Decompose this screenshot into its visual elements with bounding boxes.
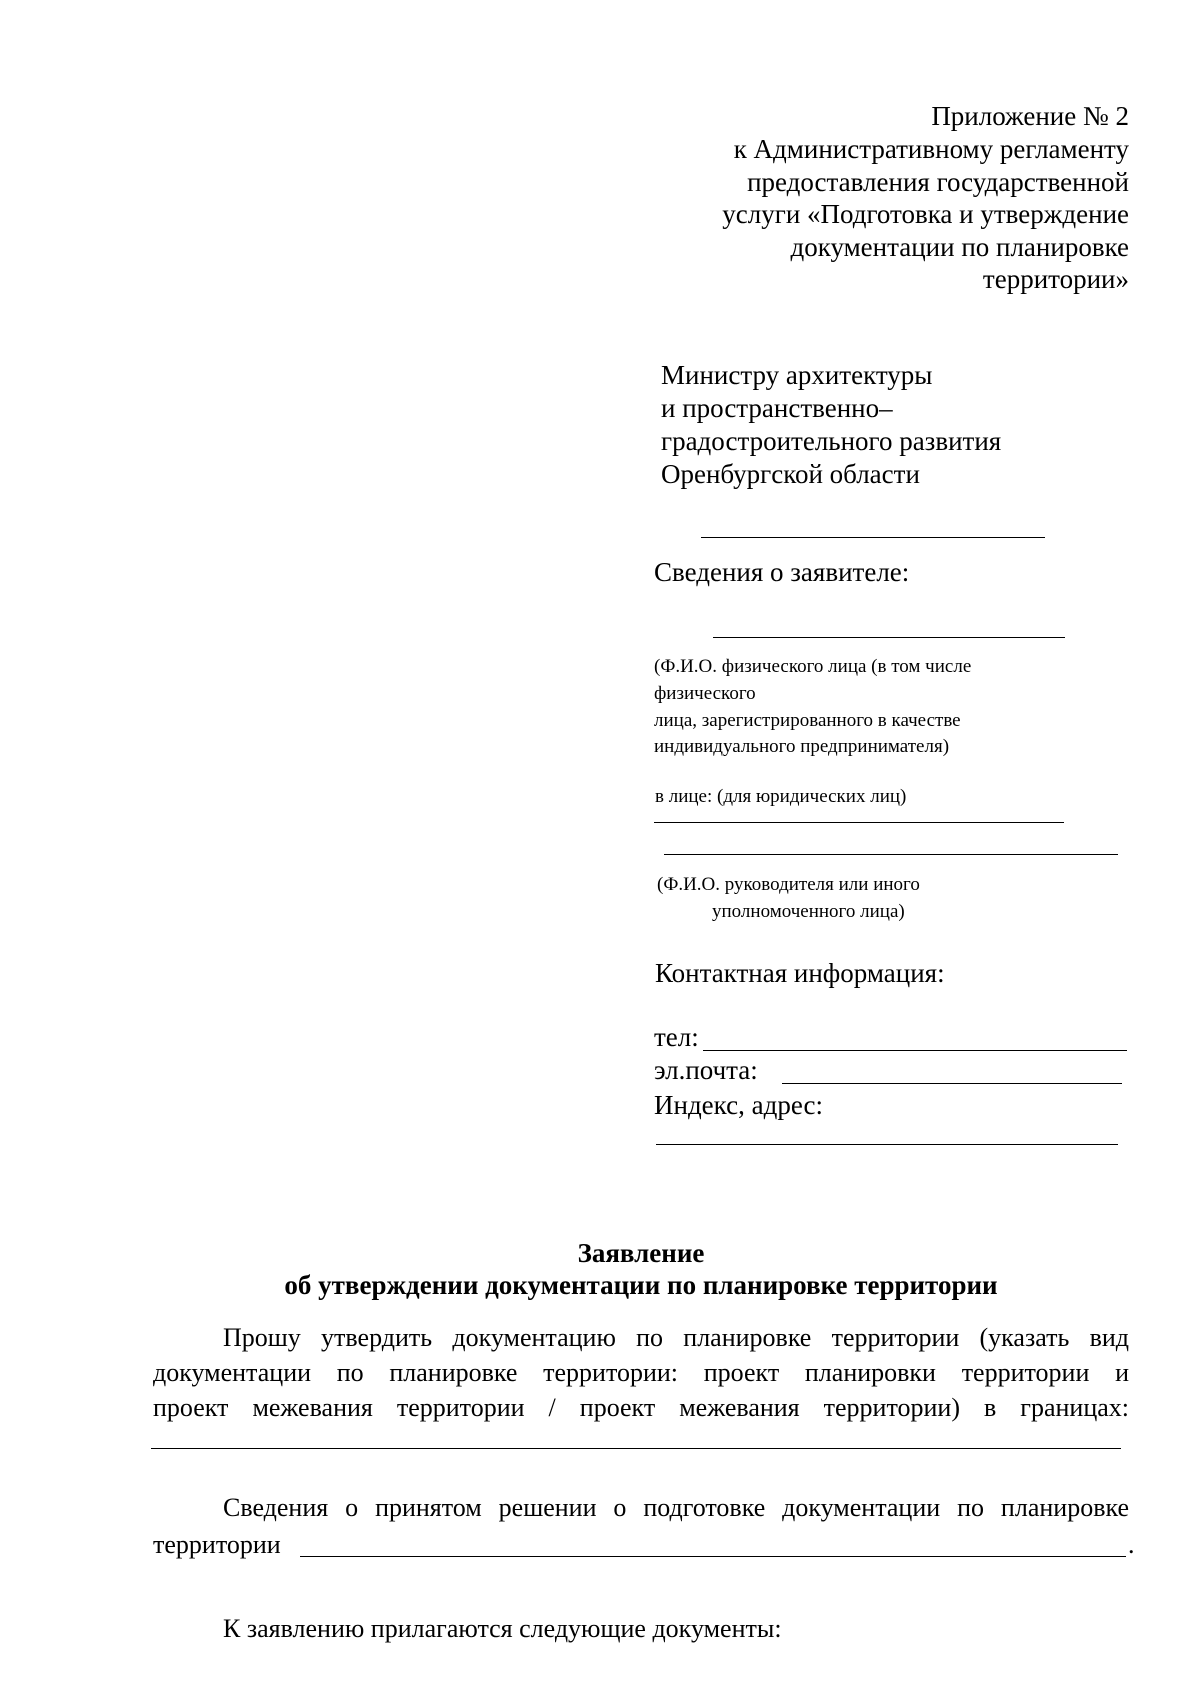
address-line [656, 1144, 1118, 1145]
phone-line [703, 1050, 1127, 1051]
fio-note-line-4: индивидуального предпринимателя) [654, 736, 950, 757]
attachments-text: К заявлению прилагаются следующие документы: [223, 1614, 782, 1643]
appendix-line-5: документации по планировке [790, 232, 1129, 262]
appendix-line-6: территории» [982, 264, 1129, 294]
para1-line-2 [153, 1355, 1129, 1390]
head-note-line-1: (Ф.И.О. руководителя или иного [657, 874, 920, 895]
para2-word: территории [153, 1530, 281, 1559]
email-label: эл.почта: [654, 1055, 758, 1085]
para2-line-1 [223, 1490, 1129, 1525]
addressee-line-1: Министру архитектуры [661, 360, 933, 390]
statement-subtitle: об утверждении документации по планировке территории [284, 1270, 998, 1300]
statement-title: Заявление [577, 1238, 705, 1268]
email-line [782, 1083, 1122, 1084]
para1-text-1: Прошу утвердить документацию по планировке территории (указать вид [223, 1323, 1129, 1352]
para1-text-3: проект межевания территории / проект межевания территории) в границах: [153, 1393, 1129, 1422]
para1-line-3 [153, 1390, 1129, 1425]
appendix-line-1: Приложение № 2 [931, 101, 1129, 131]
fio-note-line-3: лица, зарегистрированного в качестве [654, 710, 961, 731]
para1-text-2: документации по планировке территории: проект планировки территории и [153, 1358, 1129, 1387]
fio-note-line-1: (Ф.И.О. физического лица (в том числе [654, 656, 972, 677]
para1-line-1 [223, 1320, 1129, 1355]
addressee-line-2: и пространственно– [661, 393, 893, 423]
legal-entity-label: в лице: (для юридических лиц) [655, 786, 907, 807]
appendix-line-2: к Административному регламенту [733, 134, 1129, 164]
head-note-line-2: уполномоченного лица) [712, 901, 905, 922]
contacts-heading: Контактная информация: [655, 958, 945, 988]
addressee-signature-line [701, 537, 1045, 538]
addressee-line-3: градостроительного развития [661, 426, 1002, 456]
para2-end: . [1128, 1530, 1135, 1559]
phone-label: тел: [654, 1022, 699, 1052]
applicant-heading: Сведения о заявителе: [654, 557, 910, 587]
decision-line [300, 1556, 1126, 1557]
legal-entity-line-1 [654, 822, 1064, 823]
applicant-fio-line [713, 637, 1065, 638]
addressee-line-4: Оренбургской области [661, 459, 920, 489]
boundaries-line [151, 1448, 1121, 1449]
para2-text-1: Сведения о принятом решении о подготовке документации по планировке [223, 1493, 1129, 1522]
address-label: Индекс, адрес: [654, 1090, 823, 1120]
appendix-line-3: предоставления государственной [747, 167, 1129, 197]
appendix-line-4: услуги «Подготовка и утверждение [722, 199, 1129, 229]
fio-note-line-2: физического [654, 683, 756, 704]
legal-entity-line-2 [664, 854, 1118, 855]
